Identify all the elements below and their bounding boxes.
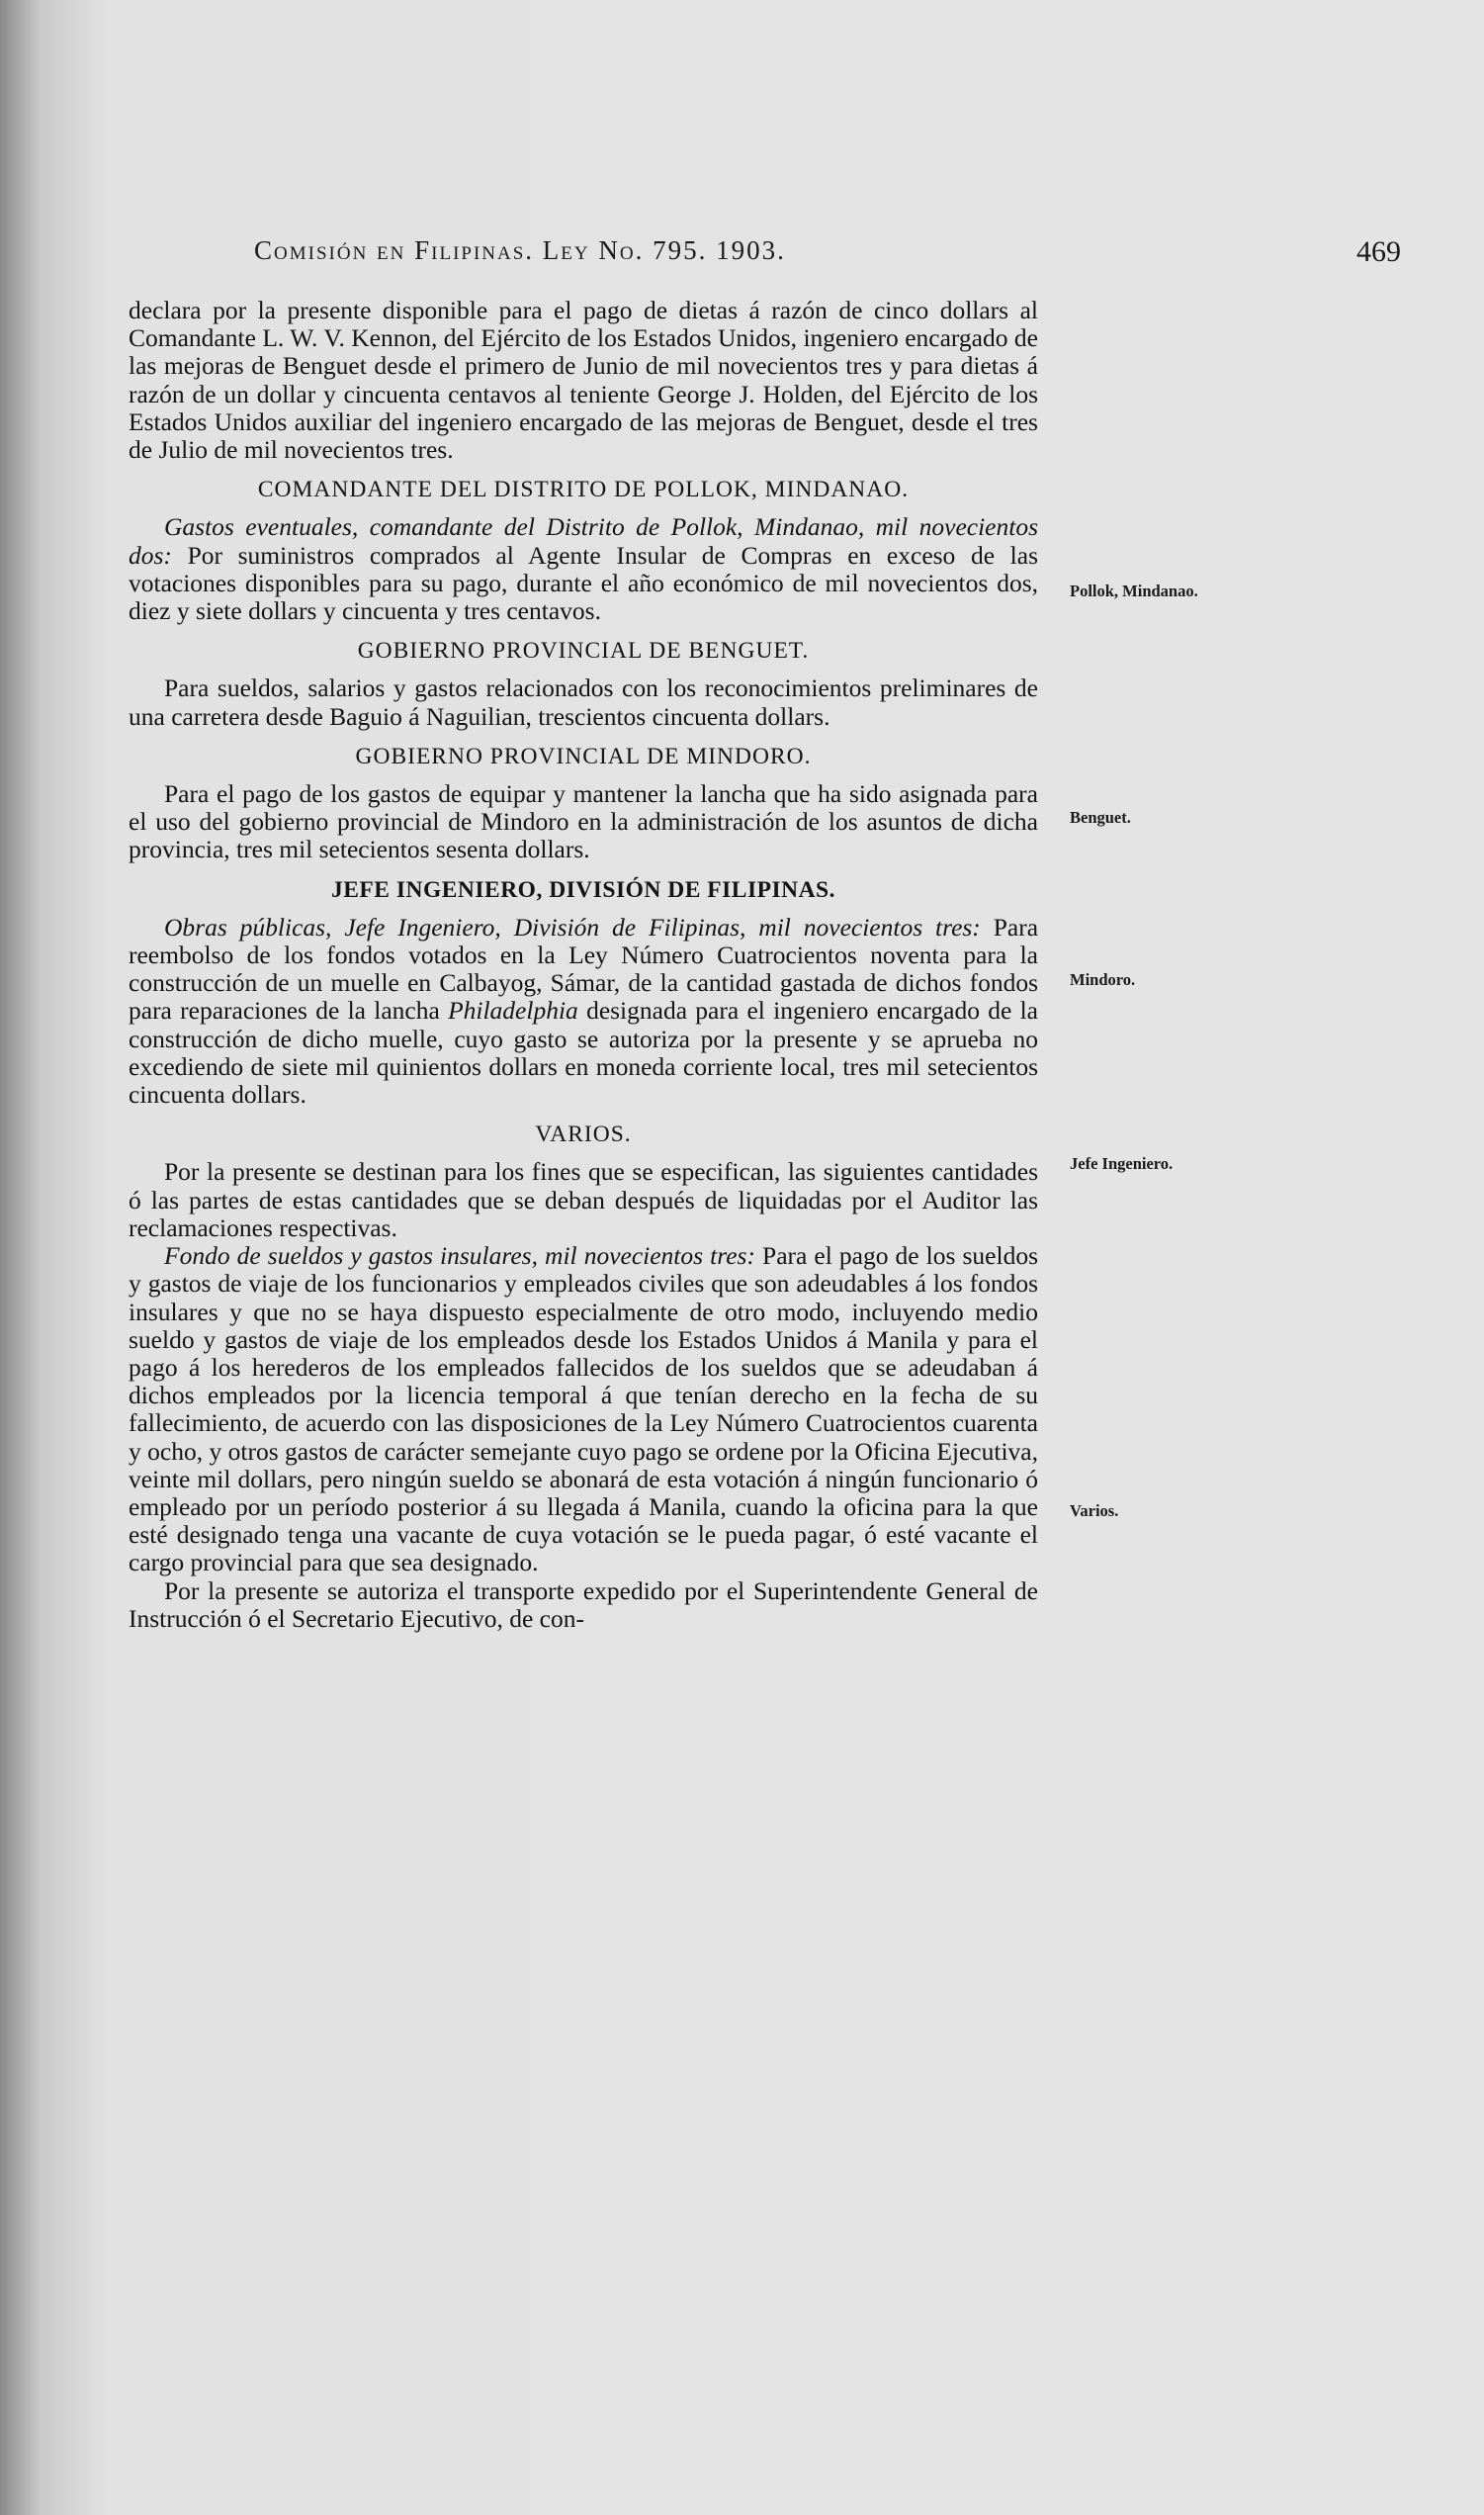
page-header xyxy=(254,235,1401,275)
pollok-paragraph xyxy=(129,513,1038,625)
pollok-italic-lead: Gastos eventuales, comandante del Distrito de Pollok, Mindanao, mil novecientos dos: xyxy=(129,512,1038,570)
page-number: 469 xyxy=(1356,235,1401,268)
jefe-text-1: Para reembolso de los fondos votados en la Ley Número Cuatrocientos noventa para la construcción de un muelle en Calbayog, Sámar, de la cantidad gastada de dichos fondos para reparaciones de la lancha xyxy=(129,912,1039,1026)
heading-varios: VARIOS. xyxy=(535,1122,632,1148)
varios-italic-lead: Fondo de sueldos y gastos insulares, mil novecientos tres: xyxy=(164,1241,755,1271)
running-head: Comisión en Filipinas. Ley No. 795. 1903. xyxy=(254,235,786,265)
ship-name: Philadelphia xyxy=(448,996,578,1026)
varios-paragraph-2 xyxy=(129,1242,1038,1576)
margin-note-varios: Varios. xyxy=(1070,1501,1119,1520)
margin-note-mindoro: Mindoro. xyxy=(1070,970,1136,989)
heading-jefe-ingeniero: JEFE INGENIERO, DIVISIÓN DE FILIPINAS. xyxy=(331,876,835,903)
varios-paragraph-1: Por la presente se destinan para los fines que se especifican, las siguientes cantidades ó las partes de estas cantidades que se deban después de liquidadas por el Auditor las reclamaciones respectivas. xyxy=(129,1157,1038,1242)
varios-paragraph-3: Por la presente se autoriza el transporte expedido por el Superintendente General de Instrucción ó el Secretario Ejecutivo, de con- xyxy=(129,1575,1038,1633)
margin-note-pollok: Pollok, Mindanao. xyxy=(1070,582,1198,600)
heading-mindoro: GOBIERNO PROVINCIAL DE MINDORO. xyxy=(355,743,812,769)
jefe-text-2: designada para el ingeniero encargado de la construcción de dicho muelle, cuyo gasto se autoriza por la presente y se aprueba no excediendo de siete mil quinientos dollars en moneda corriente local, tres mil setecientos cincuenta dollars. xyxy=(129,996,1038,1110)
margin-note-jefe: Jefe Ingeniero. xyxy=(1070,1154,1174,1173)
mindoro-paragraph: Para el pago de los gastos de equipar y mantener la lancha que ha sido asignada para el uso del gobierno provincial de Mindoro en la administración de los asuntos de dicha provincia, tres mil setecientos sesenta dollars. xyxy=(129,779,1038,864)
benguet-paragraph: Para sueldos, salarios y gastos relacionados con los reconocimientos preliminares de una carretera desde Baguio á Naguilian, trescientos cincuenta dollars. xyxy=(129,674,1038,731)
margin-note-benguet: Benguet. xyxy=(1070,808,1131,827)
jefe-paragraph xyxy=(129,914,1038,1109)
jefe-italic-lead: Obras públicas, Jefe Ingeniero, División de Filipinas, mil novecientos tres: xyxy=(164,912,981,942)
varios-text-2: Para el pago de los sueldos y gastos de viaje de los funcionarios y empleados civiles que son adeudables á los fondos insulares y que no se haya dispuesto especialmente de otro modo, incluyendo medio sueldo y gastos de viaje de los empleados desde los Estados Unidos á Manila y para el pago á los herederos de los empleados fallecidos de los sueldos que se adeudaban á dichos empleados por la licencia temporal á que tenían derecho en la fecha de su fallecimiento, de acuerdo con las disposiciones de la Ley Número Cuatrocientos cuarenta y ocho, y otros gastos de carácter semejante cuyo pago se ordene por la Oficina Ejecutiva, veinte mil dollars, pero ningún sueldo se abonará de esta votación á ningún funcionario ó empleado por un período posterior á su llegada á Manila, cuando la oficina para la que esté designado tenga una vacante de cuya votación se le pueda pagar, ó esté vacante el cargo provincial para que sea designado. xyxy=(129,1241,1039,1577)
pollok-text: Por suministros comprados al Agente Insular de Compras en exceso de las votaciones disponibles para su pago, durante el año económico de mil novecientos dos, diez y siete dollars y cincuenta y tres centavos. xyxy=(129,540,1038,626)
heading-pollok: COMANDANTE DEL DISTRITO DE POLLOK, MINDANAO. xyxy=(257,477,910,503)
intro-paragraph: declara por la presente disponible para el pago de dietas á razón de cinco dollars al Comandante L. W. V. Kennon, del Ejército de los Estados Unidos, ingeniero encargado de las mejoras de Benguet desde el primero de Junio de mil novecientos tres y para dietas á razón de un dollar y cincuenta centavos al teniente George J. Holden, del Ejército de los Estados Unidos auxiliar del ingeniero encargado de las mejoras de Benguet, desde el tres de Julio de mil novecientos tres. xyxy=(129,296,1038,465)
heading-benguet: GOBIERNO PROVINCIAL DE BENGUET. xyxy=(357,638,810,665)
page-body xyxy=(129,297,1038,1633)
